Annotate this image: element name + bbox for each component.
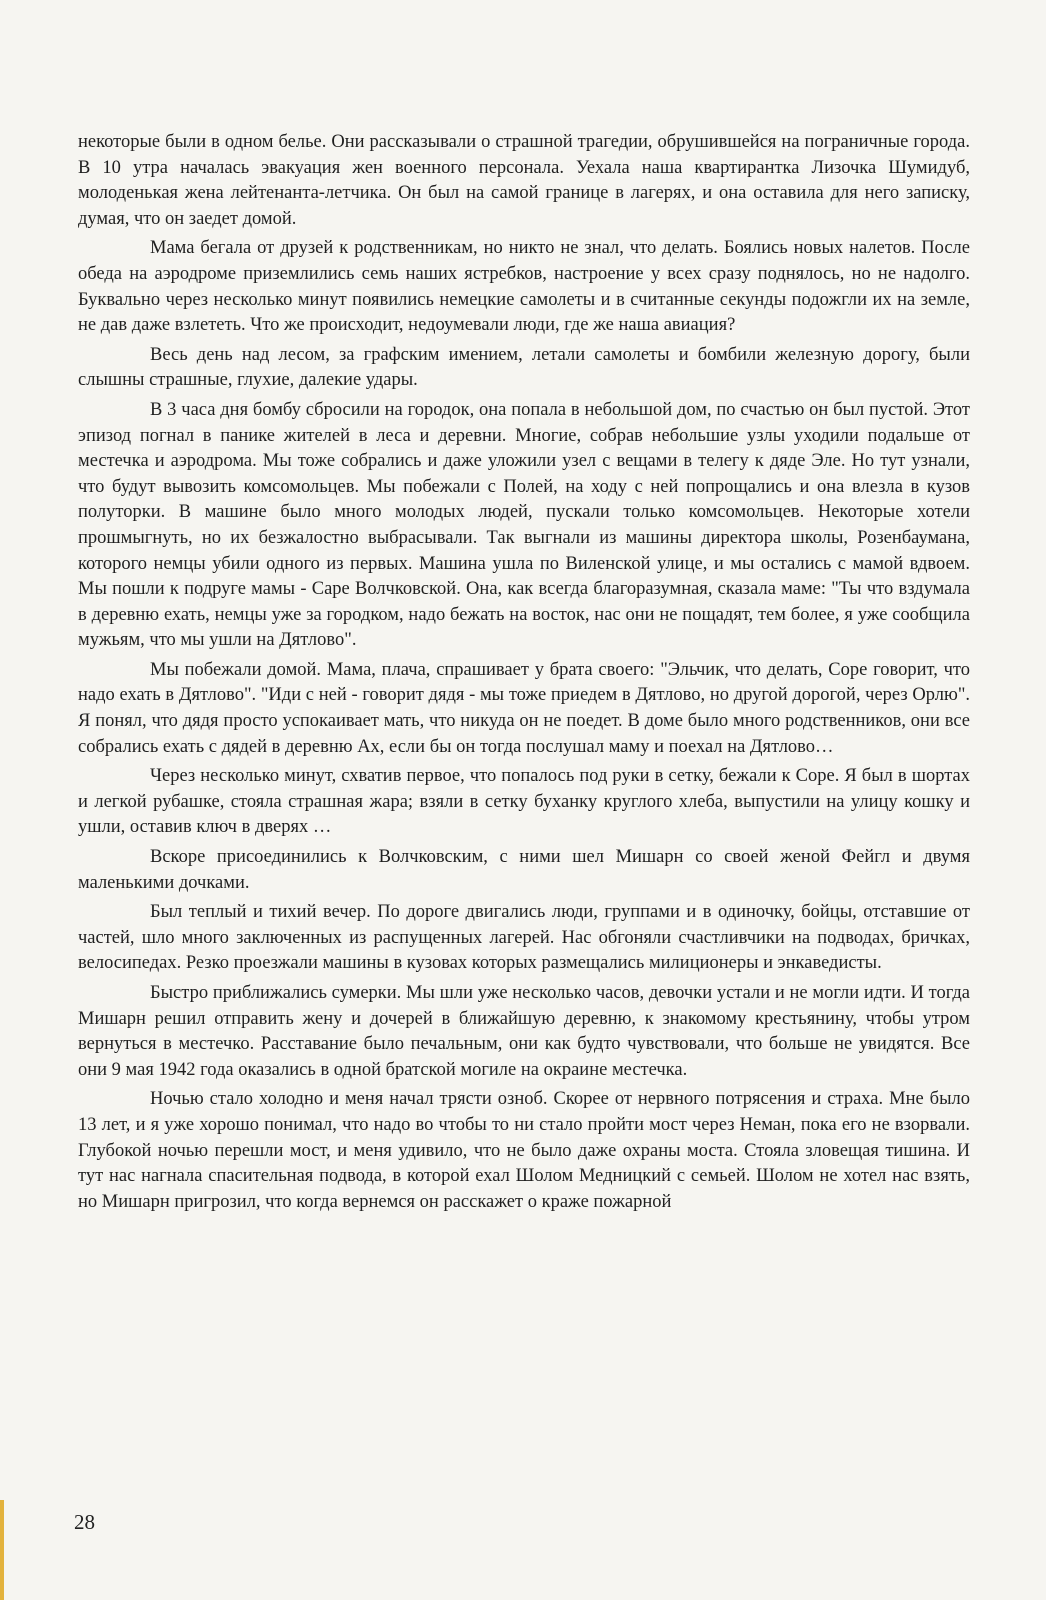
paragraph-7: Вскоре присоединились к Волчковским, с ними шел Мишарн со своей женой Фейгл и двумя маленькими дочками.: [78, 847, 970, 893]
page-number: 28: [74, 1510, 95, 1534]
paragraph-3: Весь день над лесом, за графским имением, летали самолеты и бомбили железную дорогу, были слышны страшные, глухие, далекие удары.: [78, 344, 970, 391]
paragraph-4: В 3 часа дня бомбу сбросили на городок, она попала в небольшой дом, по счастью он был пустой. Этот эпизод погнал в панике жителей в леса и деревни. Многие, собрав небольшие узлы уходили подальше от местечка и аэродрома. Мы тоже собрались и даже уложили узел с вещами в телегу к дяде Эле. Но тут узнали, что будут вывозить комсомольцев. Мы побежали с Полей, на ходу с ней попрощались и она влезла в кузов полуторки. В машине было много молодых людей, пускали только комсомольцев. Некоторые хотели прошмыгнуть, но их безжалостно выбрасывали. Так выгнали из машины директора школы, Розенбаумана, которого немцы убили одного из первых. Машина ушла по Виленской улице, и мы остались с мамой вдвоем. Мы пошли к подруге мамы - Саре Волчковской. Она, как всегда благоразумная, сказала маме: "Ты что вздумала в деревню ехать, немцы уже за городком, надо бежать на восток, нас они не пощадят, тем более, я уже сообщила мужьям, что мы ушли на Дятлово".: [78, 399, 970, 651]
paragraph-2: Мама бегала от друзей к родственникам, но никто не знал, что делать. Боялись новых налетов. После обеда на аэродроме приземлились семь наших ястребков, настроение у всех сразу поднялось, но не надолго. Буквально через несколько минут появились немецкие самолеты и в считанные секунды подожгли их на земле, не дав даже взлететь. Что же происходит, недоумевали люди, где же наша авиация?: [78, 238, 970, 336]
body-text: [78, 130, 970, 1219]
paragraph-10: Ночью стало холодно и меня начал трясти озноб. Скорее от нервного потрясения и страха. Мне было 13 лет, и я уже хорошо понимал, что надо во чтобы то ни стало пройти мост через Неман, пока его не взорвали. Глубокой ночью перешли мост, и меня удивило, что не было даже охраны моста. Стояла зловещая тишина. И тут нас нагнала спасительная подвода, в которой ехал Шолом Медницкий с семьей. Шолом не хотел нас взять, но Мишарн пригрозил, что когда вернемся он расскажет о краже пожарной: [78, 1089, 970, 1212]
paragraph-6: Через несколько минут, схватив первое, что попалось под руки в сетку, бежали к Соре. Я был в шортах и легкой рубашке, стояла страшная жара; взяли в сетку буханку круглого хлеба, выпустили на улицу кошку и ушли, оставив ключ в дверях …: [78, 766, 970, 838]
page-edge-mark: [0, 1500, 4, 1600]
paragraph-5: Мы побежали домой. Мама, плача, спрашивает у брата своего: "Эльчик, что делать, Соре говорит, что надо ехать в Дятлово". "Иди с ней - говорит дядя - мы тоже приедем в Дятлово, но другой дорогой, через Орлю". Я понял, что дядя просто успокаивает мать, что никуда он не поедет. В доме было много родственников, они все собрались ехать с дядей в деревню Ах, если бы он тогда послушал маму и поехал на Дятлово…: [78, 659, 970, 757]
paragraph-1: некоторые были в одном белье. Они рассказывали о страшной трагедии, обрушившейся на пограничные города. В 10 утра началась эвакуация жен военного персонала. Уехала наша квартирантка Лизочка Шумидуб, молоденькая жена лейтенанта-летчика. Он был на самой границе в лагерях, и она оставила для него записку, думая, что он заедет домой.: [78, 132, 970, 229]
paragraph-8: Был теплый и тихий вечер. По дороге двигались люди, группами и в одиночку, бойцы, отставшие от частей, шло много заключенных из распущенных лагерей. Нас обгоняли счастливчики на подводах, бричках, велосипедах. Резко проезжали машины в кузовах которых размещались милиционеры и энкаведисты.: [78, 902, 970, 974]
paragraph-9: Быстро приближались сумерки. Мы шли уже несколько часов, девочки устали и не могли идти. И тогда Мишарн решил отправить жену и дочерей в ближайшую деревню, к знакомому крестьянину, чтобы утром вернуться в местечко. Расставание было печальным, они как будто чувствовали, что больше не увидятся. Все они 9 мая 1942 года оказались в одной братской могиле на окраине местечка.: [78, 983, 970, 1080]
